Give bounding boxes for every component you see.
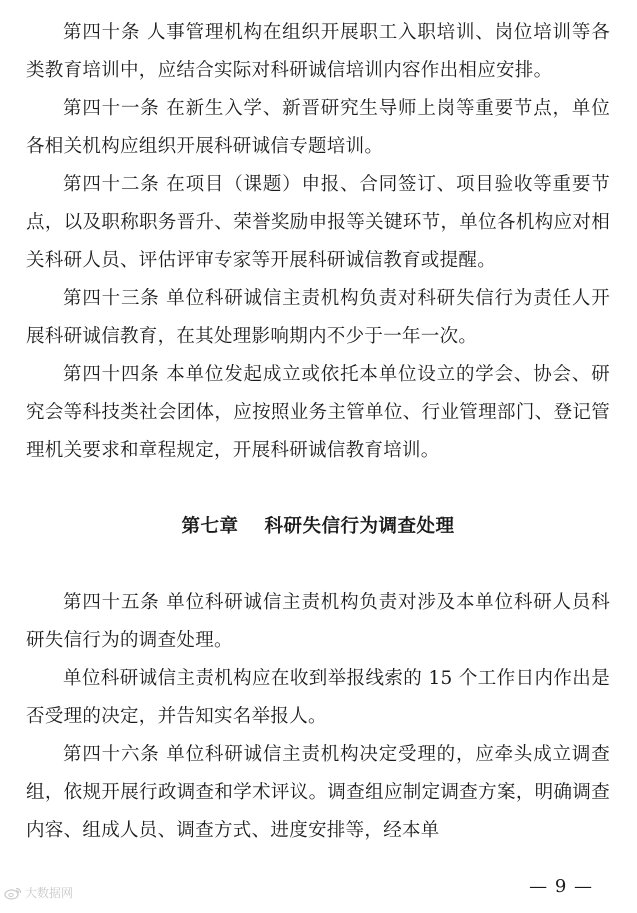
page-number: — 9 — — [529, 876, 593, 897]
article-43: 第四十三条 单位科研诚信主责机构负责对科研失信行为责任人开展科研诚信教育，在其处理影响期内不少于一年一次。 — [26, 288, 610, 347]
chapter-title: 科研失信行为调查处理 — [264, 516, 455, 537]
document-body — [26, 14, 610, 850]
chapter-heading — [26, 470, 610, 584]
article-44: 第四十四条 本单位发起成立或依托本单位设立的学会、协会、研究会等科技类社会团体，应按照业务主管单位、行业管理部门、登记管理机关要求和章程规定，开展科研诚信教育培训。 — [26, 364, 610, 461]
watermark-text: 大数据网 — [25, 886, 74, 900]
article-45-clause-2: 单位科研诚信主责机构应在收到举报线索的 15 个工作日内作出是否受理的决定，并告知实名举报人。 — [26, 668, 610, 727]
article-41: 第四十一条 在新生入学、新晋研究生导师上岗等重要节点，单位各相关机构应组织开展科研诚信专题培训。 — [26, 98, 610, 157]
article-45: 第四十五条 单位科研诚信主责机构负责对涉及本单位科研人员科研失信行为的调查处理。 — [26, 592, 610, 651]
weibo-logo-icon — [4, 886, 22, 900]
watermark — [4, 884, 73, 901]
article-40: 第四十条 人事管理机构在组织开展职工入职培训、岗位培训等各类教育培训中，应结合实际对科研诚信培训内容作出相应安排。 — [26, 22, 610, 81]
chapter-number: 第七章 — [181, 516, 239, 537]
article-42: 第四十二条 在项目（课题）申报、合同签订、项目验收等重要节点，以及职称职务晋升、荣誉奖励申报等关键环节，单位各机构应对相关科研人员、评估评审专家等开展科研诚信教育或提醒。 — [26, 174, 610, 271]
article-46: 第四十六条 单位科研诚信主责机构决定受理的，应牵头成立调查组，依规开展行政调查和学术评议。调查组应制定调查方案，明确调查内容、组成人员、调查方式、进度安排等，经本单 — [26, 744, 610, 841]
